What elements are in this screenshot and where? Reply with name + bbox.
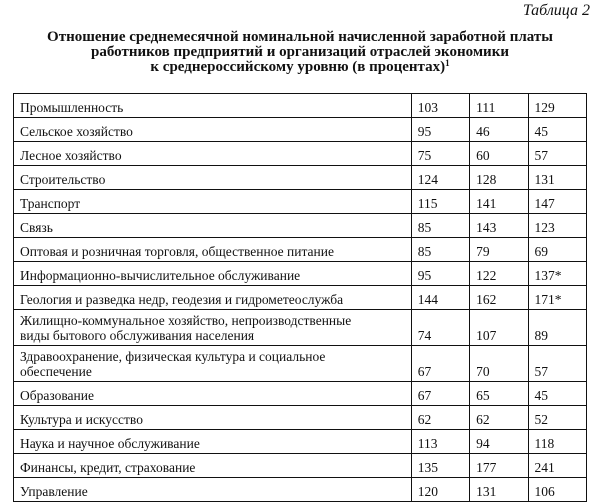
value-col-2: 131 [470,478,528,502]
value-col-1: 144 [411,286,469,310]
industry-name: Связь [14,214,412,238]
title-line-1: Отношение среднемесячной номинальной начисленной заработной платы [47,29,553,45]
table-row [14,94,587,118]
industry-name: Наука и научное обслуживание [14,430,412,454]
value-col-3: 129 [528,94,586,118]
value-col-1: 75 [411,142,469,166]
value-col-3: 106 [528,478,586,502]
title-line-2: работников предприятий и организаций отраслей экономики [91,44,509,60]
value-col-1: 103 [411,94,469,118]
table-row [14,430,587,454]
value-col-3: 89 [528,310,586,346]
value-col-1: 95 [411,262,469,286]
value-col-1: 135 [411,454,469,478]
table-row [14,286,587,310]
value-col-1: 67 [411,346,469,382]
industry-name: Транспорт [14,190,412,214]
value-col-3: 45 [528,118,586,142]
industry-name: Культура и искусство [14,406,412,430]
value-col-2: 143 [470,214,528,238]
value-col-2: 94 [470,430,528,454]
title-line-3: к среднероссийскому уровню (в процентах)$^1$ [150,58,450,75]
value-col-1: 115 [411,190,469,214]
value-col-2: 111 [470,94,528,118]
industry-name: Информационно-вычислительное обслуживание [14,262,412,286]
table-row [14,214,587,238]
value-col-2: 62 [470,406,528,430]
value-col-3: 131 [528,166,586,190]
table-label: Таблица 2 [522,2,590,19]
value-col-3: 57 [528,142,586,166]
value-col-3: 123 [528,214,586,238]
value-col-3: 45 [528,382,586,406]
table-title [0,30,600,75]
value-col-3: 171* [528,286,586,310]
value-col-1: 124 [411,166,469,190]
industry-name: Геология и разведка недр, геодезия и гидрометеослужба [14,286,412,310]
value-col-3: 137* [528,262,586,286]
value-col-3: 52 [528,406,586,430]
industry-name: Финансы, кредит, страхование [14,454,412,478]
value-col-3: 69 [528,238,586,262]
value-col-1: 62 [411,406,469,430]
table-row [14,142,587,166]
table-row [14,262,587,286]
industry-name: Здравоохранение, физическая культура и социальное обеспечение [14,346,412,382]
table-row [14,310,587,346]
industry-name: Лесное хозяйство [14,142,412,166]
value-col-2: 46 [470,118,528,142]
value-col-2: 122 [470,262,528,286]
industry-name: Сельское хозяйство [14,118,412,142]
industry-name: Образование [14,382,412,406]
table-row [14,382,587,406]
value-col-2: 141 [470,190,528,214]
industry-name: Управление [14,478,412,502]
value-col-2: 177 [470,454,528,478]
industry-name: Промышленность [14,94,412,118]
industry-name: Строительство [14,166,412,190]
table-row [14,190,587,214]
value-col-3: 241 [528,454,586,478]
value-col-2: 65 [470,382,528,406]
value-col-1: 120 [411,478,469,502]
table-row [14,346,587,382]
industry-name: Жилищно-коммунальное хозяйство, непроизводственные виды бытового обслуживания населения [14,310,412,346]
value-col-1: 67 [411,382,469,406]
value-col-1: 85 [411,214,469,238]
value-col-1: 113 [411,430,469,454]
table-row [14,118,587,142]
value-col-2: 70 [470,346,528,382]
table-row [14,454,587,478]
value-col-2: 79 [470,238,528,262]
footnote-mark: 1 [445,58,450,68]
value-col-3: 57 [528,346,586,382]
industry-name: Оптовая и розничная торговля, общественное питание [14,238,412,262]
value-col-1: 85 [411,238,469,262]
table-row [14,406,587,430]
value-col-3: 147 [528,190,586,214]
value-col-3: 118 [528,430,586,454]
value-col-1: 74 [411,310,469,346]
wage-ratio-table [13,93,587,502]
value-col-2: 128 [470,166,528,190]
value-col-2: 162 [470,286,528,310]
table-row [14,478,587,502]
value-col-2: 60 [470,142,528,166]
value-col-1: 95 [411,118,469,142]
table-row [14,166,587,190]
value-col-2: 107 [470,310,528,346]
table-row [14,238,587,262]
